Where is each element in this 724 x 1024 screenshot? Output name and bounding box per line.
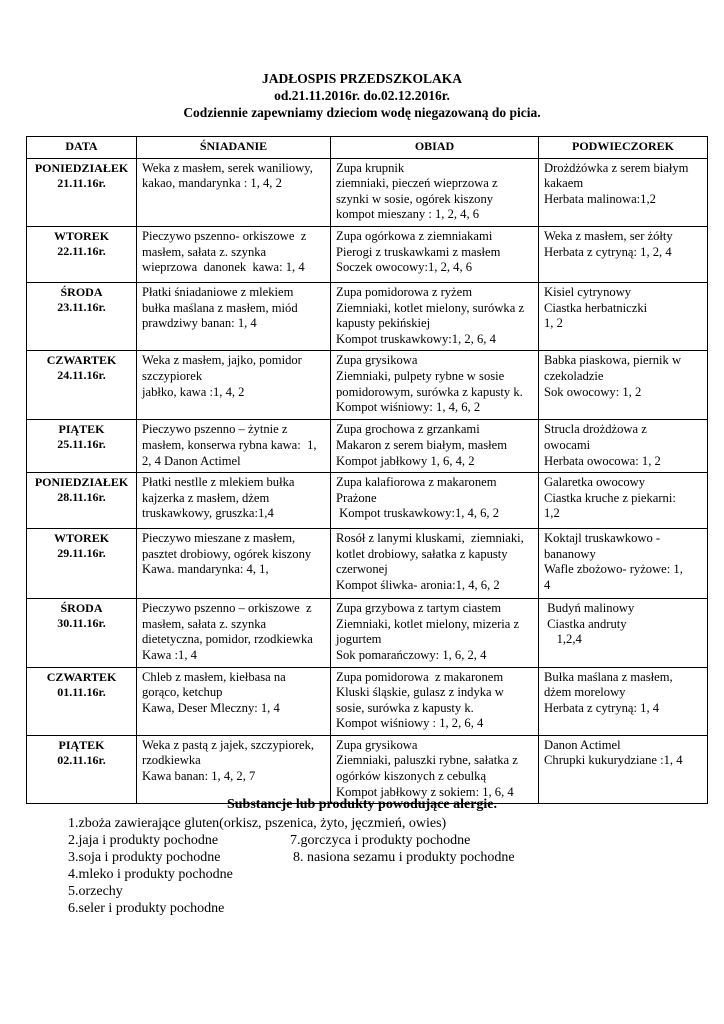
- menu-line: bułka maślana z masłem, miód: [142, 300, 298, 315]
- menu-line: masłem, konserwa rybna kawa: 1,: [142, 437, 317, 452]
- menu-line: Zupa grysikowa: [336, 353, 418, 368]
- table-row: [27, 735, 708, 803]
- lunch-cell: [331, 351, 539, 420]
- menu-line: gorąco, ketchup: [142, 685, 223, 700]
- menu-line: jogurtem: [336, 632, 382, 647]
- menu-line: Ziemniaki, kotlet mielony, surówka z: [336, 300, 525, 315]
- day-name: WTOREK: [53, 228, 110, 243]
- menu-line: owocami: [544, 437, 591, 452]
- allergen-item: 8. nasiona sezamu i produkty pochodne: [293, 850, 515, 865]
- allergen-item: 2.jaja i produkty pochodne: [68, 833, 219, 848]
- menu-line: Zupa ogórkowa z ziemniakami: [336, 228, 493, 243]
- menu-line: szczypiorek: [142, 368, 203, 383]
- day-cell: [27, 282, 137, 350]
- menu-line: truskawkowy, gruszka:1,4: [142, 506, 274, 521]
- breakfast-cell: [137, 420, 331, 473]
- table-row: [27, 473, 708, 529]
- table-row: [27, 158, 708, 226]
- snack-cell: [539, 420, 708, 473]
- day-cell: [27, 473, 137, 529]
- day-name: ŚRODA: [60, 601, 103, 616]
- menu-line: Kawa. mandarynka: 4, 1,: [142, 562, 269, 577]
- lunch-cell: [331, 226, 539, 282]
- menu-line: bananowy: [544, 546, 596, 561]
- day-cell: [27, 420, 137, 473]
- menu-line: 1,2,4: [544, 632, 582, 647]
- date-range: od.21.11.2016r. do.02.12.2016r.: [274, 88, 450, 103]
- menu-line: Chleb z masłem, kiełbasa na: [142, 669, 286, 684]
- menu-line: Danon Actimel: [544, 737, 621, 752]
- day-date: 28.11.16r.: [57, 490, 106, 505]
- table-header-row: [27, 137, 708, 159]
- menu-line: Kompot śliwka- aronia:1, 4, 6, 2: [336, 577, 500, 592]
- breakfast-cell: [137, 735, 331, 803]
- table-row: [27, 529, 708, 599]
- menu-line: kakao, mandarynka : 1, 4, 2: [142, 176, 282, 191]
- menu-line: Kisiel cytrynowy: [544, 284, 632, 299]
- breakfast-cell: [137, 351, 331, 420]
- menu-line: ziemniaki, pieczeń wieprzowa z: [336, 176, 498, 191]
- menu-line: sosie, surówka z kapusty k.: [336, 700, 474, 715]
- menu-line: Sok owocowy: 1, 2: [544, 384, 642, 399]
- menu-line: kompot mieszany : 1, 2, 4, 6: [336, 207, 480, 222]
- day-date: 02.11.16r.: [57, 752, 106, 767]
- menu-line: Płatki nestlle z mlekiem bułka: [142, 475, 295, 490]
- menu-line: masłem, sałata z. szynka: [142, 616, 267, 631]
- breakfast-cell: [137, 226, 331, 282]
- day-cell: [27, 226, 137, 282]
- menu-line: jabłko, kawa :1, 4, 2: [142, 384, 245, 399]
- menu-line: Kompot jabłkowy 1, 6, 4, 2: [336, 453, 475, 468]
- menu-line: kapusty pekińskiej: [336, 316, 431, 331]
- menu-line: kakaem: [544, 176, 584, 191]
- breakfast-cell: [137, 529, 331, 599]
- menu-line: Ciastka kruche z piekarni:: [544, 490, 676, 505]
- lunch-cell: [331, 473, 539, 529]
- day-cell: [27, 599, 137, 667]
- day-date: 23.11.16r.: [57, 299, 106, 314]
- menu-line: kajzerka z masłem, dżem: [142, 490, 270, 505]
- column-header-breakfast: ŚNIADANIE: [137, 137, 331, 159]
- menu-line: Galaretka owocowy: [544, 475, 646, 490]
- breakfast-cell: [137, 158, 331, 226]
- day-name: PIĄTEK: [58, 737, 105, 752]
- table-row: [27, 351, 708, 420]
- menu-line: Ciastka andruty: [544, 616, 627, 631]
- menu-line: Pieczywo pszenno – żytnie z: [142, 422, 288, 437]
- menu-line: Kompot wiśniowy : 1, 2, 6, 4: [336, 716, 484, 731]
- menu-line: dżem morelowy: [544, 685, 626, 700]
- day-name: ŚRODA: [60, 284, 103, 299]
- breakfast-cell: [137, 667, 331, 735]
- menu-line: szynki w sosie, ogórek kiszony: [336, 191, 494, 206]
- menu-line: czekoladzie: [544, 368, 604, 383]
- menu-line: Prażone: [336, 490, 377, 505]
- column-header-date: DATA: [27, 137, 137, 159]
- menu-line: pomidorowym, surówka z kapusty k.: [336, 384, 523, 399]
- water-note: Codziennie zapewniamy dzieciom wodę niegazowaną do picia.: [183, 105, 541, 120]
- menu-line: Herbata z cytryną: 1, 2, 4: [544, 244, 672, 259]
- lunch-cell: [331, 158, 539, 226]
- menu-line: Weka z masłem, ser żółty: [544, 228, 673, 243]
- snack-cell: [539, 473, 708, 529]
- menu-line: 1, 2: [544, 316, 563, 331]
- menu-table-body: [27, 158, 708, 804]
- allergen-item: 3.soja i produkty pochodne: [68, 850, 221, 865]
- column-header-snack: PODWIECZOREK: [539, 137, 708, 159]
- snack-cell: [539, 529, 708, 599]
- allergen-row: [68, 883, 688, 900]
- snack-cell: [539, 351, 708, 420]
- menu-line: Rosół z lanymi kluskami, ziemniaki,: [336, 531, 524, 546]
- menu-line: Kawa :1, 4: [142, 647, 197, 662]
- menu-line: Chrupki kukurydziane :1, 4: [544, 753, 683, 768]
- day-date: 25.11.16r.: [57, 437, 106, 452]
- lunch-cell: [331, 282, 539, 350]
- allergen-row: [68, 832, 688, 849]
- menu-table: [26, 136, 708, 804]
- menu-line: Pieczywo pszenno- orkiszowe z: [142, 228, 307, 243]
- day-date: 24.11.16r.: [57, 368, 106, 383]
- menu-line: wieprzowa danonek kawa: 1, 4: [142, 260, 305, 275]
- menu-line: Koktajl truskawkowo -: [544, 531, 661, 546]
- menu-line: Zupa krupnik: [336, 160, 405, 175]
- menu-line: masłem, sałata z. szynka: [142, 244, 267, 259]
- snack-cell: [539, 667, 708, 735]
- menu-line: Pieczywo mieszane z masłem,: [142, 531, 296, 546]
- day-cell: [27, 735, 137, 803]
- menu-line: Zupa pomidorowa z ryżem: [336, 284, 473, 299]
- breakfast-cell: [137, 473, 331, 529]
- menu-line: czerwonej: [336, 562, 388, 577]
- day-name: PONIEDZIAŁEK: [34, 475, 129, 490]
- lunch-cell: [331, 529, 539, 599]
- menu-line: 2, 4 Danon Actimel: [142, 453, 241, 468]
- day-cell: [27, 158, 137, 226]
- menu-line: Sok pomarańczowy: 1, 6, 2, 4: [336, 647, 487, 662]
- day-date: 29.11.16r.: [57, 546, 106, 561]
- day-date: 21.11.16r.: [57, 175, 106, 190]
- menu-line: Herbata malinowa:1,2: [544, 191, 656, 206]
- snack-cell: [539, 599, 708, 667]
- allergen-row: [68, 849, 688, 866]
- menu-line: prawdziwy banan: 1, 4: [142, 316, 257, 331]
- allergen-row: [68, 900, 688, 917]
- menu-line: pasztet drobiowy, ogórek kiszony: [142, 546, 312, 561]
- day-name: PONIEDZIAŁEK: [34, 160, 129, 175]
- day-name: CZWARTEK: [46, 353, 117, 368]
- menu-line: Kompot truskawkowy:1, 4, 6, 2: [336, 506, 500, 521]
- menu-line: Ciastka herbatniczki: [544, 300, 648, 315]
- day-cell: [27, 351, 137, 420]
- menu-line: Wafle zbożowo- ryżowe: 1,: [544, 562, 683, 577]
- menu-line: Kompot truskawkowy:1, 2, 6, 4: [336, 331, 496, 346]
- day-cell: [27, 529, 137, 599]
- snack-cell: [539, 158, 708, 226]
- menu-line: Płatki śniadaniowe z mlekiem: [142, 284, 294, 299]
- menu-line: ogórków kiszonych z cebulką: [336, 769, 487, 784]
- menu-line: 1,2: [544, 506, 560, 521]
- menu-line: Ziemniaki, pulpety rybne w sosie: [336, 368, 505, 383]
- snack-cell: [539, 226, 708, 282]
- menu-line: Herbata owocowa: 1, 2: [544, 453, 661, 468]
- menu-line: Kompot wiśniowy: 1, 4, 6, 2: [336, 400, 481, 415]
- menu-line: Herbata z cytryną: 1, 4: [544, 700, 660, 715]
- allergens-list: [68, 815, 688, 917]
- day-name: WTOREK: [53, 531, 110, 546]
- menu-line: Zupa pomidorowa z makaronem: [336, 669, 504, 684]
- day-cell: [27, 667, 137, 735]
- lunch-cell: [331, 735, 539, 803]
- menu-line: Ziemniaki, paluszki rybne, sałatka z: [336, 753, 518, 768]
- day-name: PIĄTEK: [58, 422, 105, 437]
- menu-line: Pieczywo pszenno – orkiszowe z: [142, 601, 312, 616]
- page-header: [0, 70, 724, 121]
- snack-cell: [539, 282, 708, 350]
- menu-line: rzodkiewka: [142, 753, 201, 768]
- menu-line: Makaron z serem białym, masłem: [336, 437, 508, 452]
- menu-line: Zupa kalafiorowa z makaronem: [336, 475, 497, 490]
- day-date: 30.11.16r.: [57, 616, 106, 631]
- menu-line: Kluski śląskie, gulasz z indyka w: [336, 685, 504, 700]
- menu-line: Kawa, Deser Mleczny: 1, 4: [142, 700, 280, 715]
- allergen-item: 4.mleko i produkty pochodne: [68, 867, 233, 882]
- page-title: JADŁOSPIS PRZEDSZKOLAKA: [262, 71, 462, 86]
- allergen-item: 7.gorczyca i produkty pochodne: [290, 833, 471, 848]
- menu-line: Weka z masłem, jajko, pomidor: [142, 353, 302, 368]
- menu-line: kotlet drobiowy, sałatka z kapusty: [336, 546, 508, 561]
- breakfast-cell: [137, 599, 331, 667]
- table-row: [27, 226, 708, 282]
- menu-line: Weka z masłem, serek waniliowy,: [142, 160, 313, 175]
- menu-line: Ziemniaki, kotlet mielony, mizeria z: [336, 616, 520, 631]
- allergen-item: 6.seler i produkty pochodne: [68, 901, 225, 916]
- allergens-title: Substancje lub produkty powodujące alergie.: [226, 797, 498, 812]
- allergen-item: 1.zboża zawierające gluten(orkisz, pszenica, żyto, jęczmień, owies): [68, 816, 447, 831]
- column-header-lunch: OBIAD: [331, 137, 539, 159]
- menu-line: Drożdżówka z serem białym: [544, 160, 689, 175]
- menu-line: Budyń malinowy: [544, 601, 635, 616]
- menu-line: Bułka maślana z masłem,: [544, 669, 673, 684]
- allergen-item: 5.orzechy: [68, 884, 123, 899]
- day-date: 01.11.16r.: [57, 684, 106, 699]
- menu-line: Zupa grzybowa z tartym ciastem: [336, 601, 502, 616]
- menu-line: Zupa grysikowa: [336, 737, 418, 752]
- menu-line: Babka piaskowa, piernik w: [544, 353, 682, 368]
- day-date: 22.11.16r.: [57, 243, 106, 258]
- menu-line: Zupa grochowa z grzankami: [336, 422, 480, 437]
- snack-cell: [539, 735, 708, 803]
- menu-line: Weka z pastą z jajek, szczypiorek,: [142, 737, 315, 752]
- table-row: [27, 282, 708, 350]
- table-row: [27, 420, 708, 473]
- lunch-cell: [331, 420, 539, 473]
- allergen-row: [68, 815, 688, 832]
- menu-line: Soczek owocowy:1, 2, 4, 6: [336, 260, 473, 275]
- table-row: [27, 667, 708, 735]
- lunch-cell: [331, 599, 539, 667]
- day-name: CZWARTEK: [46, 669, 117, 684]
- menu-line: Strucla drożdżowa z: [544, 422, 647, 437]
- allergen-row: [68, 866, 688, 883]
- menu-line: dietetyczna, pomidor, rzodkiewka: [142, 632, 313, 647]
- menu-line: Pierogi z truskawkami z masłem: [336, 244, 501, 259]
- breakfast-cell: [137, 282, 331, 350]
- menu-line: 4: [544, 577, 551, 592]
- table-row: [27, 599, 708, 667]
- menu-line: Kawa banan: 1, 4, 2, 7: [142, 769, 256, 784]
- menu-line: Kompot jabłkowy z sokiem: 1, 6, 4: [336, 784, 514, 799]
- lunch-cell: [331, 667, 539, 735]
